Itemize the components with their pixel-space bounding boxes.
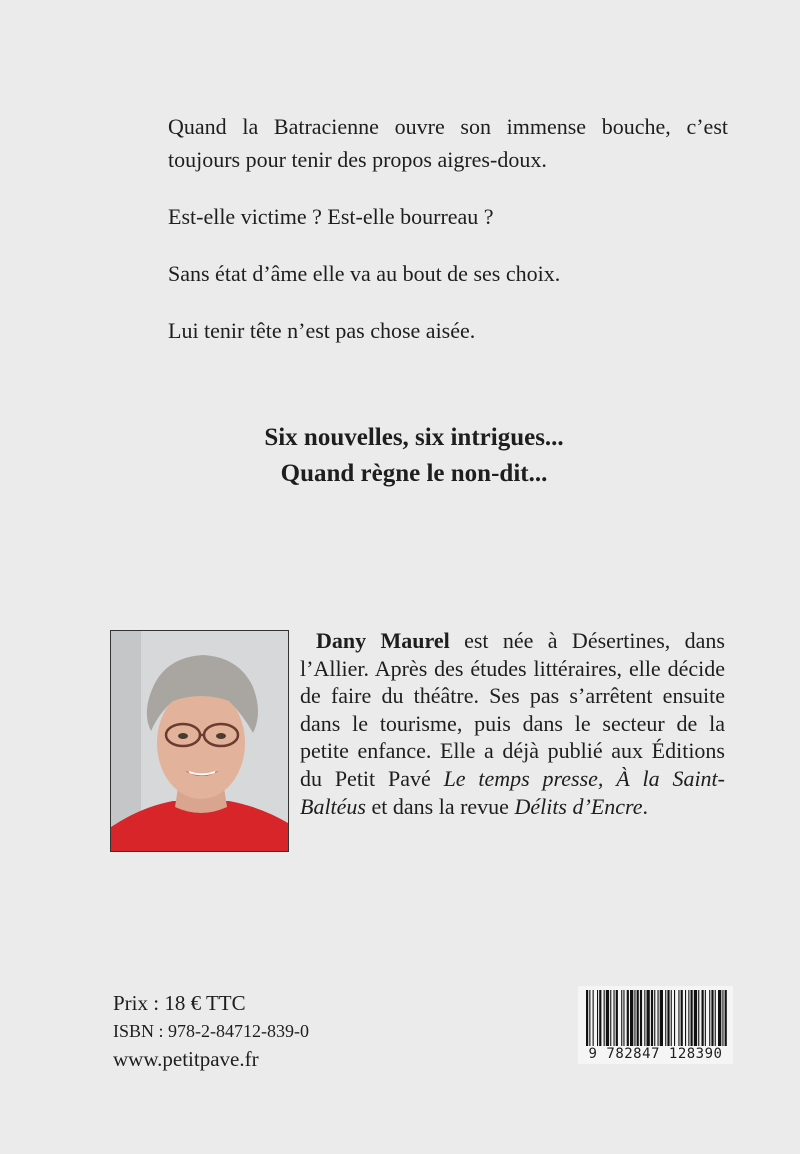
barcode-bar	[722, 990, 723, 1048]
bio-text: est née à Désertines, dans l’Allier. Après des études littéraires, elle décide de faire du théâtre. Ses pas s’arrêtent ensuite dans le tourisme, puis dans le secteur de la petite enfance. Elle a déjà publié aux Éditions du Petit Pavé	[300, 628, 725, 791]
tagline-line: Six nouvelles, six intrigues...	[264, 424, 564, 451]
barcode-bar	[725, 990, 727, 1048]
publication-info	[113, 988, 309, 1074]
barcode-bar	[597, 990, 598, 1048]
barcode-bar	[678, 990, 679, 1048]
barcode-bar	[665, 990, 666, 1048]
bio-text: et dans la revue	[366, 793, 515, 819]
blurb-paragraph: Est-elle victime ? Est-elle bourreau ?	[168, 204, 494, 229]
blurb-paragraph: Quand la Batracienne ouvre son immense bouche, c’est toujours pour tenir des propos aigres-doux.	[168, 114, 728, 172]
barcode-bar	[688, 990, 689, 1048]
barcode-bar	[647, 990, 650, 1048]
barcode-bar	[711, 990, 713, 1048]
author-name: Dany Maurel	[316, 628, 450, 653]
barcode-bar	[621, 990, 622, 1048]
barcode-bar	[718, 990, 721, 1048]
barcode-bar	[681, 990, 683, 1054]
bio-paragraph	[300, 627, 725, 820]
barcode-bar	[586, 990, 588, 1054]
barcode-bar	[715, 990, 716, 1048]
blurb-paragraph: Sans état d’âme elle va au bout de ses choix.	[168, 261, 561, 286]
barcode-bar	[610, 990, 611, 1048]
barcode-bar	[685, 990, 686, 1048]
author-photo	[110, 630, 289, 852]
barcode-bar	[604, 990, 605, 1048]
barcode-bar	[614, 990, 615, 1048]
barcode-bar	[709, 990, 710, 1048]
barcode-bar	[634, 990, 635, 1048]
barcode-bar	[599, 990, 601, 1048]
tagline-line: Quand règne le non-dit...	[280, 460, 548, 487]
barcode-bar	[637, 990, 639, 1048]
bio-text: .	[642, 793, 649, 819]
blurb	[168, 110, 728, 371]
tagline	[0, 420, 800, 492]
barcode-bar	[698, 990, 699, 1048]
barcode-bar	[630, 990, 633, 1048]
magazine-title: Délits d’Encre	[514, 793, 643, 819]
barcode-bar	[654, 990, 655, 1048]
barcode-bar	[691, 990, 693, 1048]
barcode-bar	[658, 990, 659, 1048]
barcode-bar	[651, 990, 653, 1048]
barcode-bar	[593, 990, 594, 1048]
barcode-bar	[589, 990, 590, 1054]
barcode-bar	[694, 990, 697, 1048]
publisher-url: www.petitpave.fr	[113, 1047, 259, 1071]
barcode-digits: 9 782847 128390	[578, 1046, 733, 1062]
barcode-bar	[616, 990, 618, 1048]
blurb-paragraph: Lui tenir tête n’est pas chose aisée.	[168, 318, 476, 343]
barcode-bar	[671, 990, 672, 1048]
barcode-bar	[623, 990, 624, 1048]
barcode-bar	[660, 990, 663, 1048]
barcode-bar	[705, 990, 706, 1048]
barcode-bar	[674, 990, 675, 1048]
price: Prix : 18 € TTC	[113, 991, 246, 1015]
author-bio	[300, 627, 725, 820]
isbn: ISBN : 978-2-84712-839-0	[113, 1021, 309, 1041]
barcode-bar	[667, 990, 669, 1048]
barcode-bar	[640, 990, 642, 1048]
barcode-bar	[644, 990, 645, 1048]
barcode-bar	[606, 990, 609, 1048]
barcode-bar	[702, 990, 704, 1048]
barcode-bar	[627, 990, 629, 1048]
book-titles: Le temps presse, À la Saint-Baltéus	[300, 765, 725, 819]
